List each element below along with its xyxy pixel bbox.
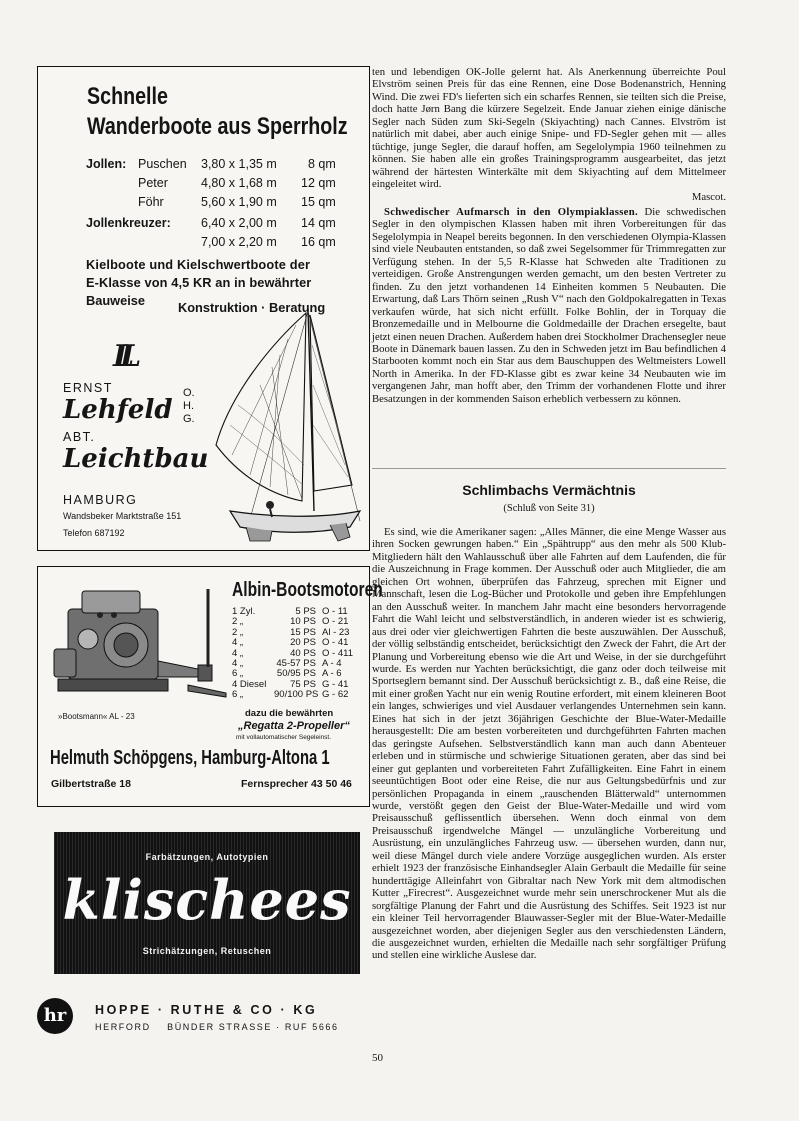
author-signature: Mascot.: [691, 190, 726, 203]
kiel-line2: E-Klasse von 4,5 KR an in bewährter: [86, 275, 312, 290]
sailboat-illustration: [210, 305, 365, 547]
ad-lehfeld-leichtbau: [37, 66, 370, 551]
jolle-name: Puschen: [138, 157, 187, 171]
engine-model: O - 11: [322, 606, 348, 617]
engine-model: G - 41: [322, 678, 349, 690]
jolle-name: Föhr: [138, 195, 164, 209]
leichtbau-wordmark: Leichtbau: [63, 444, 209, 474]
page-number: 50: [372, 1052, 383, 1064]
article-paragraph: [372, 206, 726, 405]
engine-ps: 5 PS: [295, 606, 316, 617]
engine-model: O - 41: [322, 637, 349, 649]
address-label: Wandsbeker Marktstraße 151: [63, 511, 182, 521]
kreuzer-label: Jollenkreuzer:: [86, 216, 171, 230]
propeller-label: „Regatta 2-Propeller“: [238, 720, 350, 732]
engine-zyl: 1 Zyl.: [232, 606, 256, 617]
ad1-title-line1: Schnelle: [87, 83, 168, 110]
ohg-label: O. H. G.: [183, 387, 195, 425]
engine-zyl: 6 „: [232, 668, 244, 680]
kreuzer-size: 7,00 x 2,20 m: [201, 235, 277, 249]
engine-ps: 10 PS: [290, 616, 316, 628]
divider: [372, 468, 726, 469]
klischees-logo-block: [54, 832, 360, 974]
article-paragraph: Es sind, wie die Amerikaner sagen: „Alles Männer, die eine Menge Wasser aus ihren Socken gewrungen haben.“ Ein „Spähtrupp“ aus den mehr als 500 Klub-Mitgliedern hält den Wahlausschuß über alle Fahrten auf dem Laufenden, die für die Auszeichnung in Frage kommen. Der Ausschuß oder auch Mitglieder, die am gleichen Ort wohnen, überprüfen das Fahrzeug, sprechen mit Eigner und Mannschaft, lesen die Log-Bücher und Protokolle und geben ihre Empfehlungen an den Ausschuß weiter. In manchem Jahr macht eine besonders hervorragende Fahrt die Wahl leicht und selbstverständlich, in anderen wieder ist es schwierig, aus drei oder vier gleichwertigen Fahrten die beste auszuwählen. Der Ausschuß, der völlig selbständig entscheidet, berücksichtigt den Zweck der Fahrt, die Art der Planung und Vorbereitung ebenso wie die Art und Weise, in der sie durchgeführt wurde. Es werden nur Yachten berücksichtigt, die ganz oder doch teilweise mit Sportseglern bemannt sind. Der Ausschuß berücksichtigt z. B., daß eine Reise, die mit einer großen Yacht nur ein wenig Routine erfordert, mit einem kleineren Boot ein langes, schwieriges und viel Ausdauer verlangendes Unternehmen sein kann. Eines hat sich in der jetzt 36jährigen Geschichte der Blue-Water-Medaille herausgestellt: Die am besten vorbereiteten und durchgeführten Fahrten machen das geringste Aufsehen. Selbstverständlich kann man auch dann Abenteuer erleben und in stürmische und schwierige Situationen geraten, aber das sind bei einer gut geplanten und vorbereiteten Fahrt Zufälligkeiten. Eine Fahrt in einem seeuntüchtigen Boot oder eine Reise, die nur aus Geltungsbedürfnis und zur persönlichen Propaganda in einem „rauschenden Blätterwald“ unternommen wurde, verstößt gegen den Geist der Blue-Water-Medaille und wird vom Preisausschuß geflissentlich übersehen. Wenn doch einmal von dem Preisausschuß irgendwelche Mängel — unzulängliche Vorbereitung und Ausrüstung, ein unzulängliches Fahrzeug usw. — übersehen wurden, dann nur, weil diese Mängel durch viele andere Vorzüge ausgeglichen wurden. Als erster erhielt 1923 der französische Einhandsegler Alain Gerbault die Medaille für seine hunderttägige Alleinfahrt von Gibraltar nach New York mit dem altmodischen Kutter „Firecrest“. Ausgezeichnet wurde mehr sein unerschrockener Mut als die sorgfältige Planung der Fahrt und die Ausrüstung des Schiffes. Seit 1923 ist nur ein kleiner Teil hervorragender Blauwasser-Segler mit der Blue-Water-Medaille ausgezeichnet worden, aber diejenigen Segler aus den verschiedensten Ländern, die ausgezeichnet wurden, erhielten die Medaille nach sehr sorgfältiger Prüfung und stellen eine wirkliche Auslese dar.: [372, 526, 726, 962]
engine-zyl: 4 „: [232, 657, 244, 669]
ad-albin-bootsmotoren: [37, 566, 383, 807]
engine-ps: 90/100 PS: [274, 689, 319, 701]
kreuzer-area: 14 qm: [301, 216, 336, 230]
engine-ps: 75 PS: [290, 678, 316, 690]
ernst-label: ERNST: [63, 381, 113, 395]
schoepgens-street: Gilbertstraße 18: [51, 778, 131, 790]
engine-illustration: [48, 585, 228, 711]
article-heading: Schlimbachs Vermächtnis: [462, 482, 636, 498]
engine-ps: 20 PS: [290, 637, 316, 649]
albin-title: Albin-Bootsmotoren: [232, 579, 383, 601]
article-subheading: (Schluß von Seite 31): [503, 503, 595, 514]
hoppe-ruthe-address: HERFORD BÜNDER STRASSE · RUF 5666: [95, 1022, 339, 1032]
schoepgens-phone: Fernsprecher 43 50 46: [241, 778, 352, 790]
engine-model: G - 62: [322, 689, 349, 701]
konstruktion-beratung: Konstruktion · Beratung: [178, 300, 326, 315]
engine-model: O - 411: [322, 647, 353, 659]
engine-model: A - 6: [322, 668, 342, 680]
segel-label: mit vollautomatischer Segeleinst.: [236, 734, 332, 741]
hoppe-ruthe-badge: hr: [37, 998, 73, 1034]
article-paragraph: ten und lebendigen OK-Jolle gelernt hat. Als Anerkennung überreichte Poul Elvström seinen Preis für das eine Rennen, eine Dose Bodenanstrich, Henning Wind. Die zwei FD's lieferten sich ein scharfes Rennen, sie teilten sich die Preise, doch hatte Jørn Bang die kürzere Segelzeit. Ende Januar ziehen einige dänische Segler nach Süden zum Ski-Segeln (Skiyachting) nach Cannes. Elvström ist natürlich mit dabei, aber auch einige Snipe- und FD-Segler gehen mit — alles tüchtige, junge Segler, die darauf hoffen, am Segelolympia 1960 teilnehmen zu können. Sie haben alle ein großes Trainingsprogramm ausgearbeitet, das jetzt während der härtesten Winterkälte mit dem Skiyachting auf dem Mittelmeer eingeleitet wird.: [372, 66, 726, 191]
engine-zyl: 2 „: [232, 626, 244, 638]
section-title: Schwedischer Aufmarsch in den Olympiaklassen.: [384, 205, 638, 218]
dazu-label: dazu die bewährten: [245, 708, 334, 719]
engine-ps: 45-57 PS: [276, 657, 316, 669]
jolle-area: 12 qm: [301, 176, 336, 190]
engine-caption: »Bootsmann« AL - 23: [58, 712, 135, 721]
engine-model: A - 4: [322, 657, 342, 669]
jolle-name: Peter: [138, 176, 168, 190]
ad1-title-line2: Wanderboote aus Sperrholz: [87, 113, 348, 140]
engine-model: O - 21: [322, 616, 349, 628]
jolle-area: 8 qm: [308, 157, 336, 171]
schoepgens-company: Helmuth Schöpgens, Hamburg-Altona 1: [50, 747, 330, 769]
jolle-area: 15 qm: [301, 195, 336, 209]
engine-zyl: 4 „: [232, 637, 244, 649]
engine-zyl: 6 „: [232, 689, 244, 701]
section-text: Die schwedischen Segler in den olympischen Klassen haben mit ihren Vorbereitungen für das Segelolympia in Neapel bereits begonnen. In den verschiedenen Olympia-Klassen sind viele Neubauten entstanden, so daß zwei Segelsommer für Trimmregatten zur Verfügung stehen. In der 5,5 R-Klasse hat Schweden alte Traditionen zu verteidigen. Große Anstrengungen werden gemacht, um den besten Vertreter zu finden. Zu den jetzt vorhandenen 14 Einheiten kommen 5 Neubauten. Die Erwartung, daß Lars Thörn seinen „Rush V“ nach den Goldpokalregatten in Texas verkaufen würde, hat sich nicht erfüllt. Folke Bohlin, der in Torquay die Bronzemedaille und in Melbourne die Goldmedaille der Drachen ersegelte, baut jetzt einen neuen Drachen. Außerdem haben drei Stockholmer Drachensegler neue Boote in Dänemark bauen lassen. Zu den in Schweden jetzt im Bau befindlichen 4 Starbooten kommt noch ein Star aus dem Bauschuppen des Weltmeisters Lowell North in Amerika. In der FD-Klasse gibt es zwar keine 34 Neubauten wie im vergangenen Jahr, man hofft aber, den Trimm der vorhandenen Flotte und ihrer Besatzungen in der kommenden Saison erheblich verbessern zu können.: [372, 205, 726, 405]
kreuzer-area: 16 qm: [301, 235, 336, 249]
telefon-label: Telefon 687192: [63, 528, 125, 538]
engine-ps: 50/95 PS: [276, 668, 316, 680]
jollen-label: Jollen:: [86, 157, 127, 171]
klischees-wordmark: klischees: [62, 868, 352, 932]
article-part1: [372, 66, 726, 405]
lehfeld-wordmark: Lehfeld: [63, 395, 173, 425]
engine-ps: 40 PS: [290, 647, 316, 659]
kiel-line1: Kielboote und Kielschwertboote der: [86, 257, 311, 272]
abt-label: ABT.: [63, 430, 96, 444]
kiel-line3: Bauweise: [86, 293, 146, 308]
strichaetzungen-label: Strichätzungen, Retuschen: [142, 946, 272, 956]
ll-monogram: LL: [113, 339, 128, 374]
jolle-size: 3,80 x 1,35 m: [201, 157, 277, 171]
farbaetzungen-label: Farbätzungen, Autotypien: [145, 852, 269, 862]
hoppe-ruthe-company: HOPPE · RUTHE & CO · KG: [95, 1003, 318, 1017]
engine-ps: 15 PS: [290, 626, 316, 638]
article-part2: [372, 526, 726, 962]
jolle-size: 5,60 x 1,90 m: [201, 195, 277, 209]
jolle-size: 4,80 x 1,68 m: [201, 176, 277, 190]
engine-zyl: 4 „: [232, 647, 244, 659]
engine-zyl: 2 „: [232, 616, 244, 628]
hamburg-label: HAMBURG: [63, 493, 138, 507]
engine-zyl: 4 Diesel: [232, 678, 267, 690]
engine-model: Al - 23: [322, 626, 350, 638]
kreuzer-size: 6,40 x 2,00 m: [201, 216, 277, 230]
